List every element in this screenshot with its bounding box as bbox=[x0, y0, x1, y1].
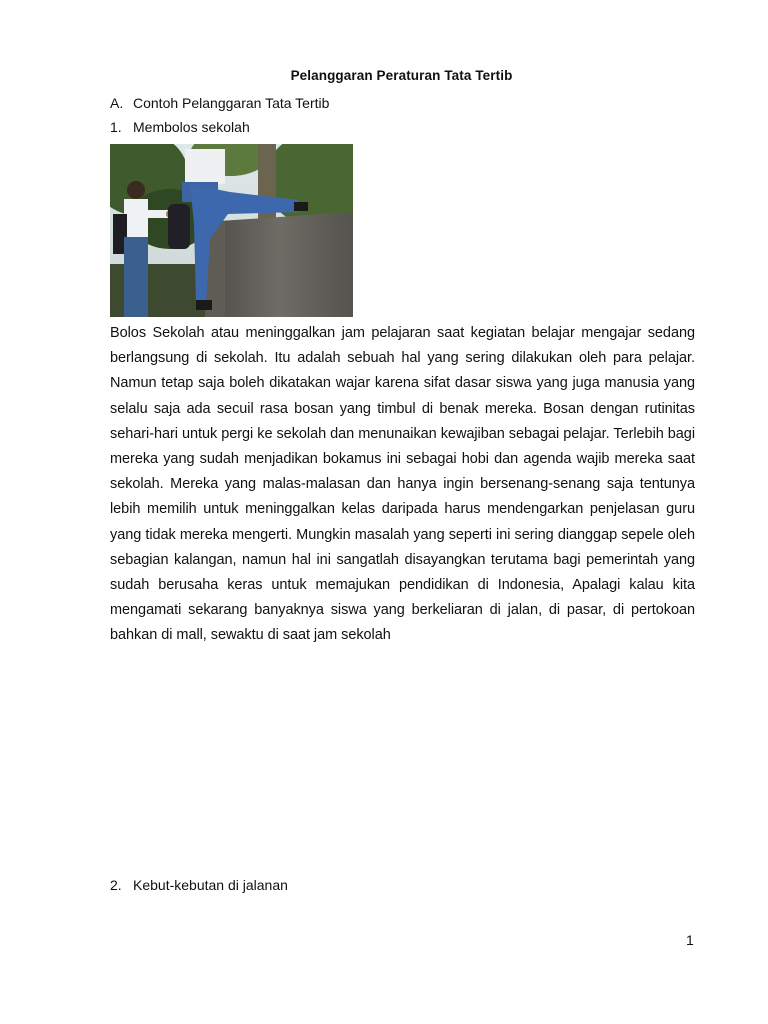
list-item-label: Kebut-kebutan di jalanan bbox=[133, 877, 288, 893]
body-paragraph: Bolos Sekolah atau meninggalkan jam pelajaran saat kegiatan belajar mengajar sedang berlangsung di sekolah. Itu adalah sebuah hal yang sering dilakukan oleh para pelajar. Namun tetap saja boleh dikatakan wajar karena sifat dasar siswa yang juga manusia yang selalu saja ada secuil rasa bosan yang timbul di benak mereka. Bosan dengan rutinitas sehari-hari untuk pergi ke sekolah dan menunaikan kewajiban sebagai pelajar. Terlebih bagi mereka yang sudah menjadikan bokamus ini sebagai hobi dan agenda wajib mereka saat sekolah. Mereka yang malas-malasan dan hanya ingin bersenang-senang saja tentunya lebih memilih untuk meninggalkan kelas daripada harus mendengarkan penjelasan guru yang tidak mereka mengerti. Mungkin masalah yang seperti ini sering dianggap sepele oleh sebagian kalangan, namun hal ini sangatlah disayangkan terutama bagi pemerintah yang sudah berusaha keras untuk memajukan pendidikan di Indonesia, Apalagi kalau kita mengamati sekarang banyaknya siswa yang berkeliaran di jalan, di pasar, di pertokoan bahkan di mall, sewaktu di saat jam sekolah bbox=[110, 325, 695, 644]
document-title: Pelanggaran Peraturan Tata Tertib bbox=[290, 68, 513, 83]
list-marker: 1. bbox=[110, 119, 122, 135]
section-label: Contoh Pelanggaran Tata Tertib bbox=[133, 95, 330, 111]
page-number: 1 bbox=[686, 932, 694, 948]
list-item-1 bbox=[110, 119, 250, 135]
list-marker: 2. bbox=[110, 877, 122, 893]
truancy-photo bbox=[110, 144, 353, 317]
list-item-2 bbox=[110, 877, 288, 893]
section-heading-a bbox=[110, 95, 329, 111]
list-item-label: Membolos sekolah bbox=[133, 119, 250, 135]
section-marker: A. bbox=[110, 95, 124, 111]
